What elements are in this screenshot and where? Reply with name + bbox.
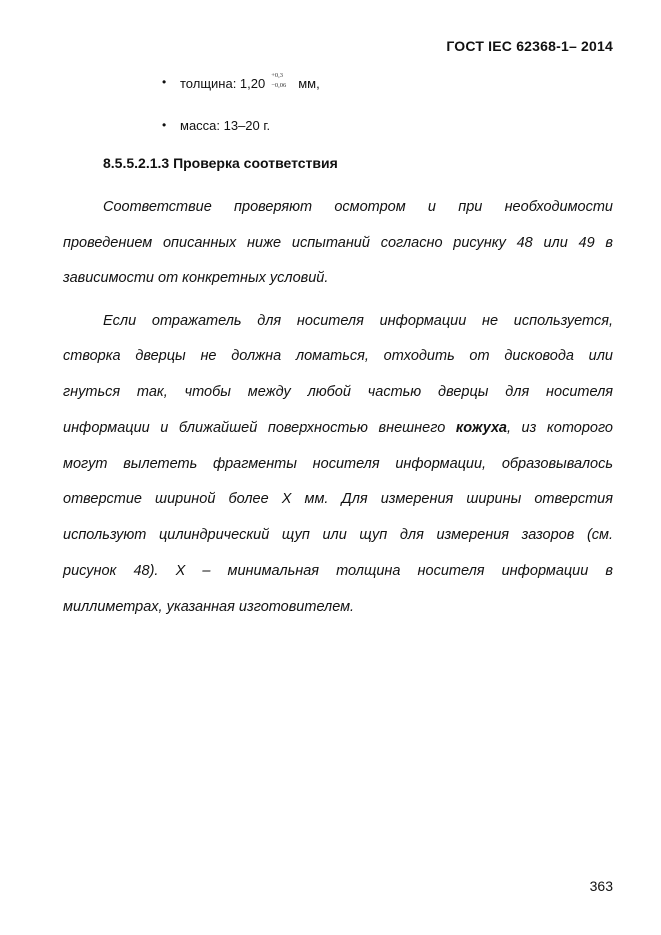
term-kozhukh: кожуха bbox=[455, 420, 507, 436]
tolerance-lower: −0,06 bbox=[271, 82, 287, 89]
thickness-unit: мм, bbox=[298, 76, 320, 91]
paragraph-2-line-3: гнуться так, чтобы между любой частью дверцы для носителя bbox=[63, 384, 613, 400]
mass-text: масса: 13–20 г. bbox=[180, 118, 271, 133]
paragraph-2-line-7: используют цилиндрический щуп или щуп для измерения зазоров (см. bbox=[63, 527, 613, 543]
paragraph-2-line-4 bbox=[63, 418, 613, 438]
paragraph-1-line-3: зависимости от конкретных условий. bbox=[63, 270, 329, 286]
page-number: 363 bbox=[589, 878, 613, 894]
section-title: Проверка соответствия bbox=[173, 155, 338, 171]
paragraph-2-line-1: Если отражатель для носителя информации не используется, bbox=[103, 313, 613, 329]
paragraph-2-line-9: миллиметрах, указанная изготовителем. bbox=[63, 599, 355, 615]
tolerance-upper: +0,3 bbox=[271, 72, 284, 79]
thickness-tolerance bbox=[267, 72, 295, 91]
thickness-label: толщина: 1,20 bbox=[180, 76, 266, 91]
paragraph-2-line-2: створка дверцы не должна ломаться, отходить от дисковода или bbox=[63, 348, 613, 364]
document-header: ГОСТ IEC 62368-1– 2014 bbox=[446, 38, 613, 54]
bullet-dot: • bbox=[162, 75, 167, 89]
paragraph-2-line-8: рисунок 48). X – минимальная толщина носителя информации в bbox=[63, 563, 613, 579]
bullet-dot: • bbox=[162, 118, 167, 132]
paragraph-1-line-1: Соответствие проверяют осмотром и при необходимости bbox=[103, 199, 613, 215]
section-heading bbox=[103, 155, 338, 171]
line-4-end: , из которого bbox=[506, 420, 614, 436]
section-number: 8.5.5.2.1.3 bbox=[103, 155, 170, 171]
paragraph-2-line-6: отверстие шириной более X мм. Для измерения ширины отверстия bbox=[63, 491, 613, 507]
paragraph-1-line-2: проведением описанных ниже испытаний согласно рисунку 48 или 49 в bbox=[63, 235, 613, 251]
paragraph-2-line-5: могут вылететь фрагменты носителя информации, образовывалось bbox=[63, 456, 613, 472]
line-4-start: информации и ближайшей поверхностью внешнего bbox=[63, 420, 446, 436]
